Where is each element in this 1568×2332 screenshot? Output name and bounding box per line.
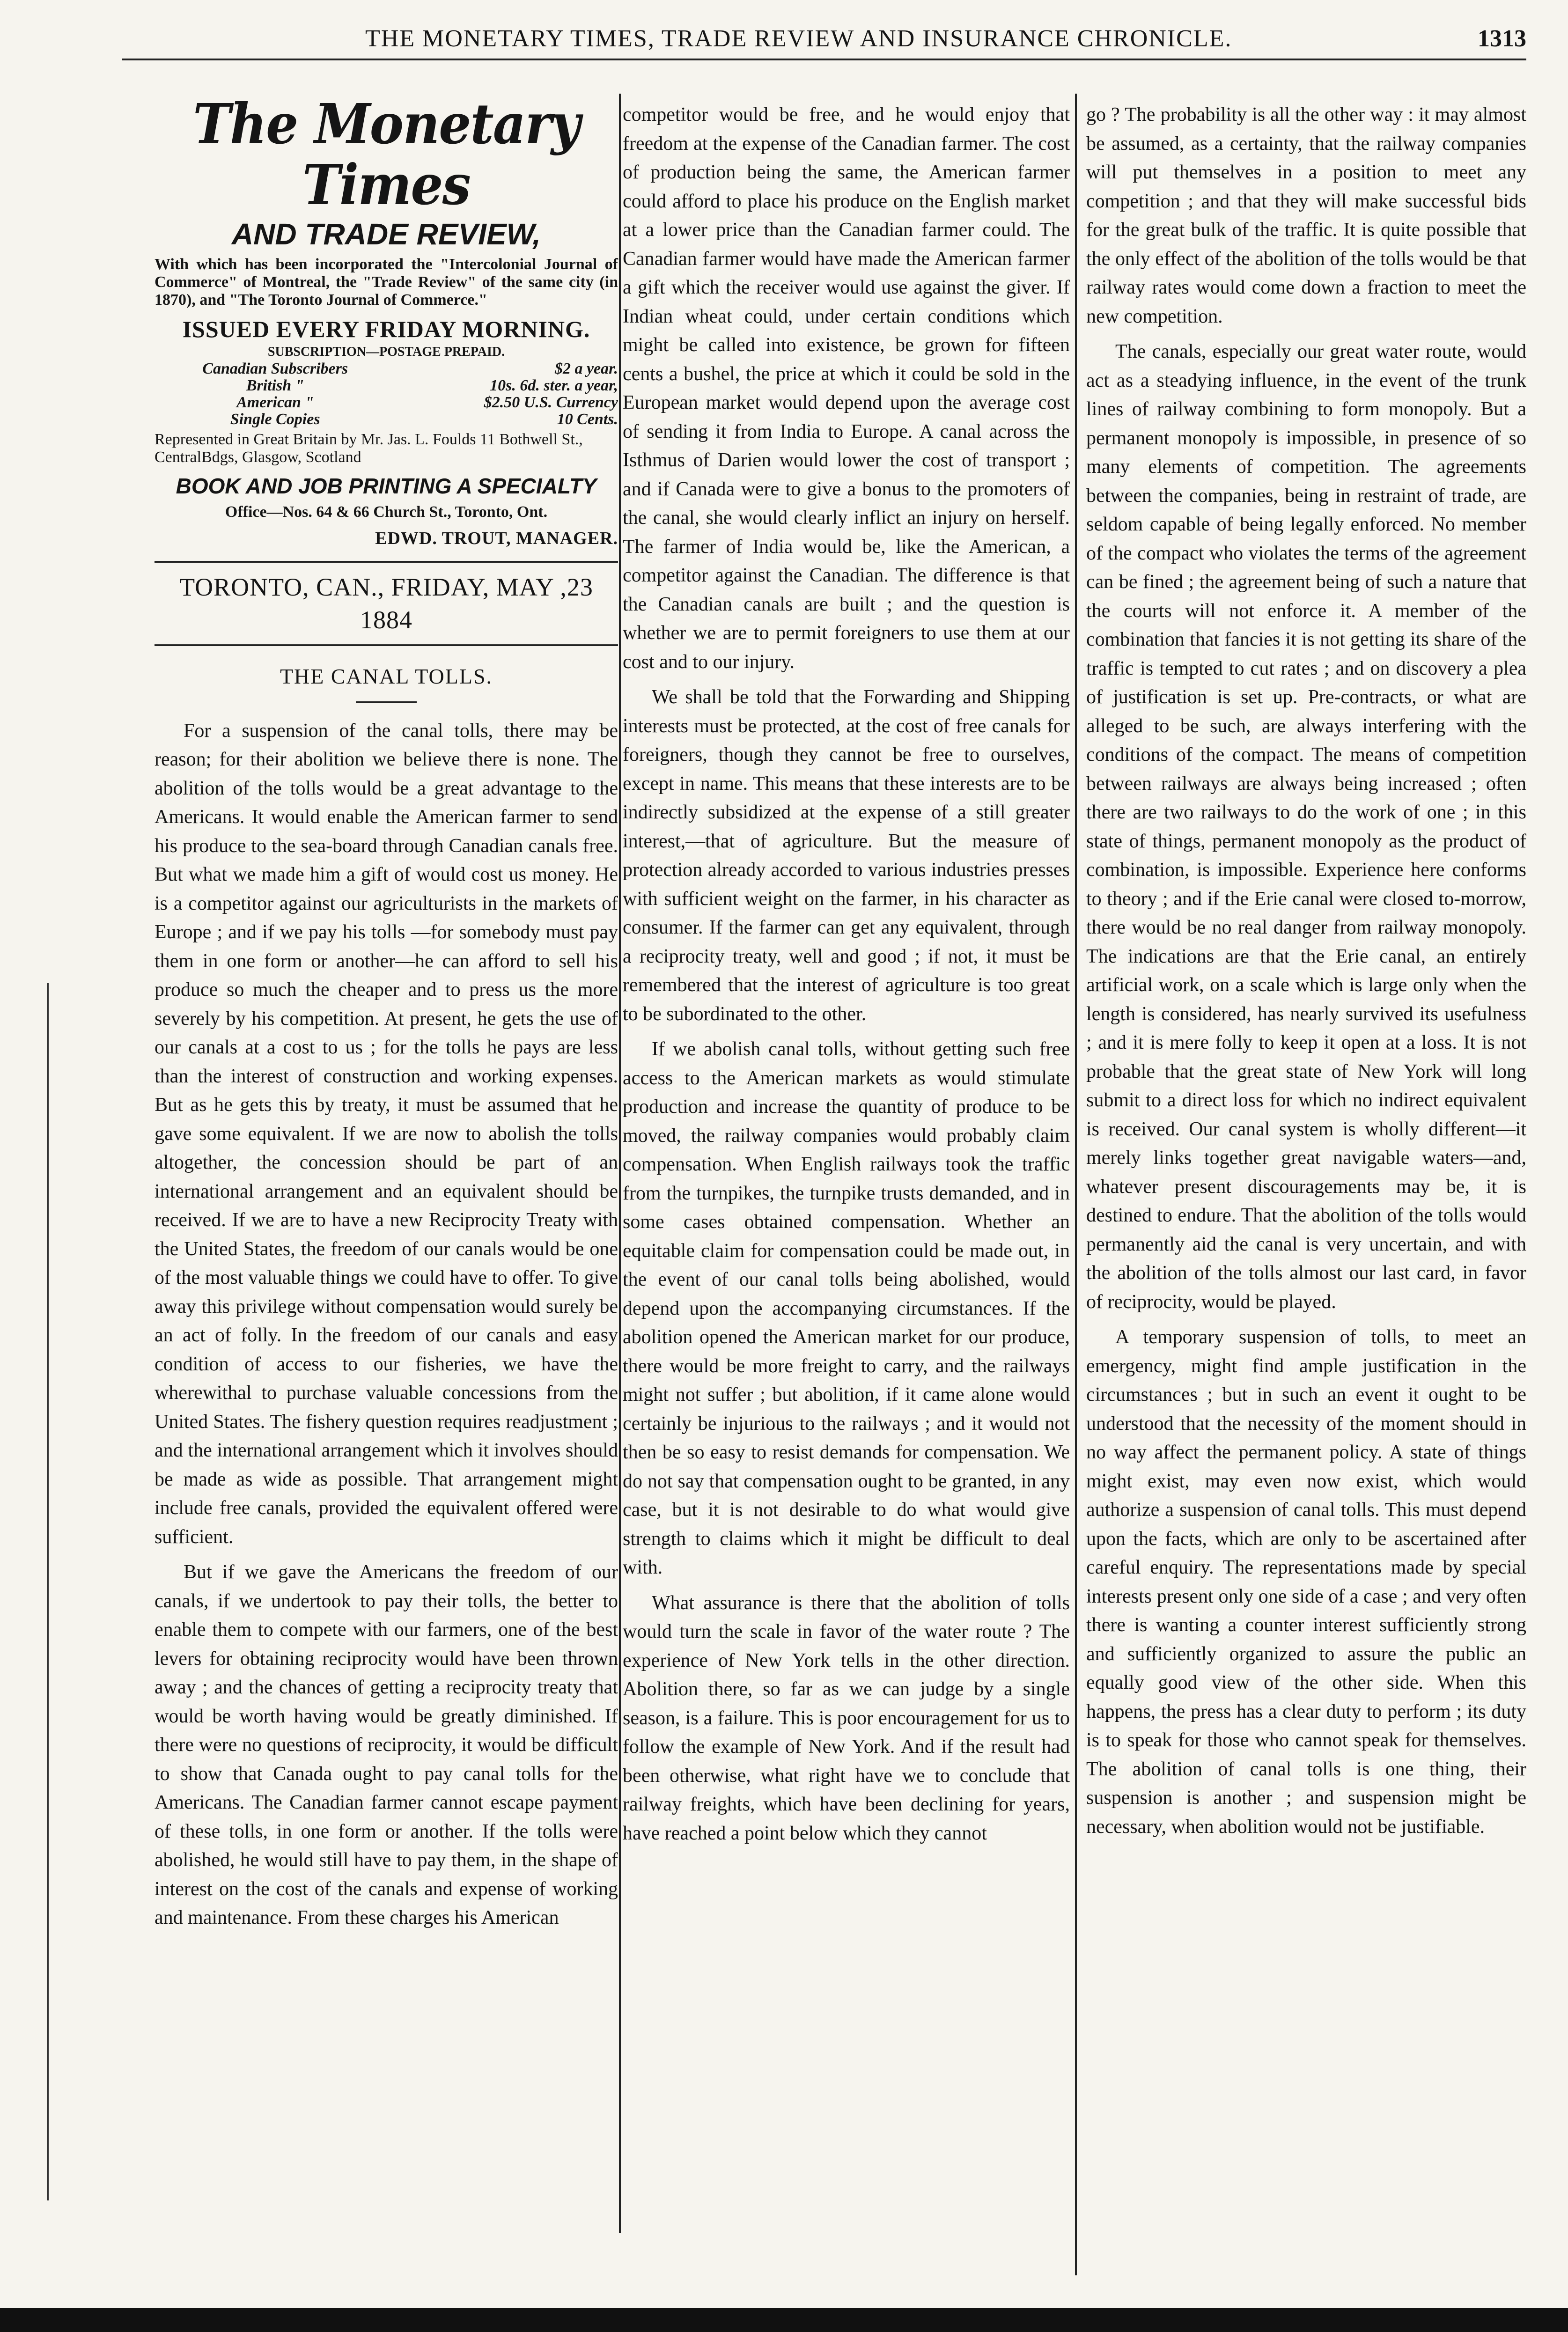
rate-label: American " — [236, 394, 314, 411]
dateline-divider — [155, 644, 618, 646]
rate-row — [155, 377, 618, 394]
dateline: TORONTO, CAN., FRIDAY, MAY ,23 1884 — [179, 573, 593, 634]
rate-value: $2.50 U.S. Currency — [484, 394, 618, 411]
column-rule-right — [1075, 94, 1077, 2275]
scan-edge-band — [0, 2308, 1568, 2332]
rate-row — [155, 411, 618, 428]
paragraph: If we abolish canal tolls, without getting such free access to the American markets as would stimulate production and increase the quantity of produce to be moved, the railway companies would probably claim compensation. When English railways took the traffic from the turnpikes, the turnpike trusts demanded, and in some cases obtained compensation. Whether an equitable claim for compensation could be made out, in the event of our canal tolls being abolished, would depend upon the accompanying circumstances. If the abolition opened the American market for our produce, there would be more freight to carry, and the railways might not suffer ; but abolition, if it came alone would certainly be injurious to the railways ; and it would not then be so easy to resist demands for compensation. We do not say that compensation ought to be granted, in any case, but it is not desirable to do what would give strength to claims which it might be difficult to deal with. — [623, 1038, 1070, 1578]
rate-label: British " — [246, 377, 304, 394]
paragraph: But if we gave the Americans the freedom of our canals, if we undertook to pay their tolls, the better to enable them to compete with our farmers, one of the best levers for obtaining reciprocity would have been thrown away ; and the chances of getting a reciprocity treaty that would be worth having would be greatly diminished. If there were no questions of reciprocity, it would be difficult to show that Canada ought to pay canal tolls for the Americans. The Canadian farmer cannot escape payment of these tolls, in one form or another. If the tolls were abolished, he would still have to pay them, in the shape of interest on the cost of the canals and expense of working and maintenance. From these charges his American — [155, 1561, 618, 1928]
masthead-logo: The Monetary Times — [193, 91, 580, 217]
masthead-incorporation-note: With which has been incorporated the "Intercolonial Journal of Commerce" of Montreal, the "Trade Review" of the same city (in 1870), and "The Toronto Journal of Commerce." — [155, 256, 618, 309]
column-2 — [623, 101, 1070, 1854]
rate-value: 10 Cents. — [557, 411, 618, 428]
masthead-printing: BOOK AND JOB PRINTING A SPECIALTY — [176, 474, 597, 498]
running-title: THE MONETARY TIMES, TRADE REVIEW AND INSURANCE CHRONICLE. — [365, 25, 1232, 52]
page-number: 1313 — [1478, 25, 1526, 52]
masthead-divider — [155, 561, 618, 563]
masthead-representative: Represented in Great Britain by Mr. Jas. L. Foulds 11 Bothwell St., CentralBdgs, Glasgow, Scotland — [155, 431, 583, 466]
subscription-rates — [155, 360, 618, 428]
paragraph: What assurance is there that the abolition of tolls would turn the scale in favor of the water route ? The experience of New York tells in the other direction. Abolition there, so far as we can judge by a single season, is a failure. This is poor encouragement for us to follow the example of New York. And if the result had been otherwise, what right have we to conclude that railway freights, which have been declining for years, have reached a point below which they cannot — [623, 1592, 1070, 1844]
margin-rule — [47, 983, 49, 2200]
paragraph: We shall be told that the Forwarding and Shipping interests must be protected, at the cost of free canals for foreigners, though they cannot be free to ourselves, except in name. This means that these interests are to be indirectly subsidized at the expense of a still greater interest,—that of agriculture. But the measure of protection already accorded to various industries presses with sufficient weight on the farmer, in his character as consumer. If the farmer can get any equivalent, through a reciprocity treaty, well and good ; if not, it must be remembered that the interest of agriculture is too great to be subordinated to the other. — [623, 686, 1070, 1025]
rate-value: 10s. 6d. ster. a year, — [490, 377, 618, 394]
column-rule-left — [619, 94, 621, 2233]
rate-row — [155, 394, 618, 411]
rate-row — [155, 360, 618, 377]
rate-label: Single Copies — [230, 411, 320, 428]
article-title: THE CANAL TOLLS. — [280, 664, 493, 688]
title-rule — [356, 701, 417, 703]
rate-label: Canadian Subscribers — [202, 360, 348, 377]
page-header — [122, 21, 1526, 60]
masthead-office: Office—Nos. 64 & 66 Church St., Toronto, Ont. — [225, 503, 548, 521]
subscription-heading: SUBSCRIPTION—POSTAGE PREPAID. — [267, 345, 505, 359]
column-1 — [155, 91, 618, 1939]
masthead — [155, 91, 618, 553]
masthead-manager: EDWD. TROUT, MANAGER. — [375, 529, 618, 548]
paragraph: competitor would be free, and he would enjoy that freedom at the expense of the Canadian farmer. The cost of production being the same, the American farmer could afford to place his produce on the English market at a lower price than the Canadian farmer could. The Canadian farmer would have made the American farmer a gift which the receiver would use against the giver. If Indian wheat could, under certain conditions which might be called into existence, be grown for fifteen cents a bushel, the price at which it could be sold in the European market would depend upon the average cost of sending it from India to Europe. A canal across the Isthmus of Darien would lower the cost of transport ; and if Canada were to give a bonus to the promoters of the canal, she would clearly inflict an injury on herself. The farmer of India would be, like the American, a competitor against the Canadian. The difference is that the Canadian canals are built ; and the question is whether we are to permit foreigners to use them at our cost and to our injury. — [623, 104, 1070, 673]
masthead-issued: ISSUED EVERY FRIDAY MORNING. — [182, 316, 590, 342]
rate-value: $2 a year. — [554, 360, 618, 377]
column-3 — [1086, 101, 1526, 1848]
masthead-subtitle: AND TRADE REVIEW, — [231, 217, 541, 251]
paragraph: A temporary suspension of tolls, to meet an emergency, might find ample justification in the circumstances ; but in such an event it ought to be understood that the necessity of the moment should in no way affect the permanent policy. A state of things might exist, may even now exist, which would authorize a suspension of canal tolls. This must depend upon the facts, which are only to be ascertained after careful enquiry. The representations made by special interests present only one side of a case ; and very often there is wanting a counter interest sufficiently strong and sufficiently organized to assure the public an equally good view of the other side. When this happens, the press has a clear duty to perform ; its duty is to speak for those who cannot speak for themselves. The abolition of canal tolls is one thing, their suspension is another ; and suspension might be necessary, when abolition would not be justifiable. — [1086, 1326, 1526, 1838]
paragraph: go ? The probability is all the other way : it may almost be assumed, as a certainty, that the railway companies will put themselves in a position to meet any competition ; and that they will make successful bids for the great bulk of the traffic. It is quite possible that the only effect of the abolition of the tolls would be that railway rates would come down a fraction to meet the new competition. — [1086, 104, 1526, 327]
paragraph: The canals, especially our great water route, would act as a steadying influence, in the event of the trunk lines of railway combining to form monopoly. But a permanent monopoly is impossible, in presence of so many elements of competition. The agreements between the companies, being in restraint of trade, are seldom capable of being legally enforced. No member of the compact who violates the terms of the agreement can be fined ; the agreement being of such a nature that the courts will not enforce it. A member of the combination that fancies it is not getting its share of the traffic is tempted to cut rates ; and on discovery a plea of justification is set up. Pre-contracts, or what are alleged to be such, are always interfering with the conditions of the compact. The means of competition between railways are always being increased ; often there are two railways to do the work of one ; in this state of things, permanent monopoly as the product of combination, is impossible. Experience here conforms to theory ; and if the Erie canal were closed to-morrow, there would be no real danger from railway monopoly. The indications are that the Erie canal, an entirely artificial work, on a scale which is large only when the length is considered, has nearly survived its usefulness ; and it is mere folly to keep it open at a loss. It is not probable that the great state of New York will long submit to a direct loss for which no indirect equivalent is received. Our canal system is wholly different—it merely links together great navigable waters—and, whatever present discouragements may be, it is destined to endure. That the abolition of the tolls would permanently aid the canal is very uncertain, and with the abolition of the tolls almost our last card, in favor of reciprocity, would be played. — [1086, 341, 1526, 1313]
paragraph: For a suspension of the canal tolls, there may be reason; for their abolition we believe there is none. The abolition of the tolls would be a great advantage to the Americans. It would enable the American farmer to send his produce to the sea-board through Canadian canals free. But what we made him a gift of would cost us money. He is a competitor against our agriculturists in the markets of Europe ; and if we pay his tolls —for somebody must pay them in one form or another—he can afford to sell his produce so much the cheaper and to press us the more severely by his competition. At present, he gets the use of our canals at a cost to us ; for the tolls he pays are less than the interest of construction and working expenses. But as he gets this by treaty, it must be assumed that he gave some equivalent. If we are now to abolish the tolls altogether, the concession should be part of an international arrangement and an equivalent should be received. If we are to have a new Reciprocity Treaty with the United States, the freedom of our canals would be one of the most valuable things we could have to offer. To give away this privilege without compensation would surely be an act of folly. In the freedom of our canals and easy condition of access to our fisheries, we have the wherewithal to purchase valuable concessions from the United States. The fishery question requires readjustment ; and the international arrangement which it involves should be made as wide as possible. That arrangement might include free canals, provided the equivalent offered were sufficient. — [155, 720, 618, 1548]
